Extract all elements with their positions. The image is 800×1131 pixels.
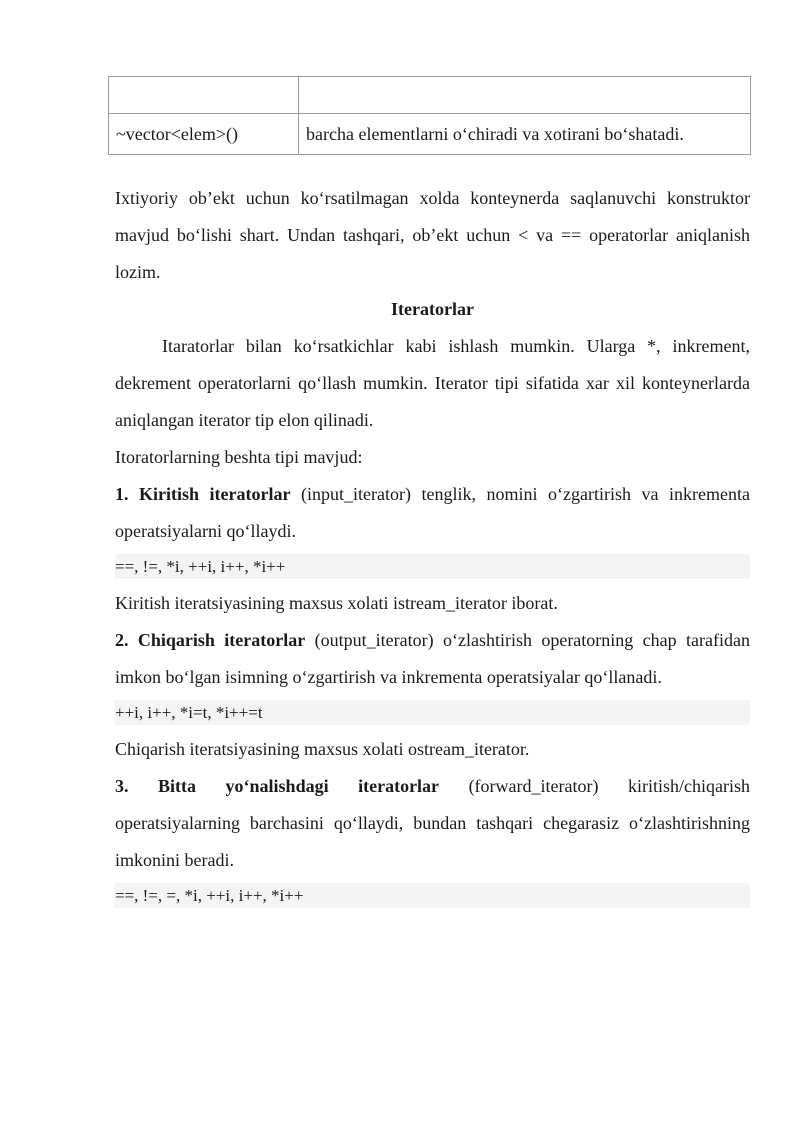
list-item	[115, 476, 750, 550]
table-row	[109, 77, 751, 114]
code-line: ++i, i++, *i=t, *i++=t	[115, 700, 750, 725]
intro-paragraph: Ixtiyoriy ob’ekt uchun ko‘rsatilmagan xolda konteynerda saqlanuvchi konstruktor mavjud bo‘lishi shart. Undan tashqari, ob’ekt uchun < va == operatorlar aniqlanish lozim.	[115, 188, 750, 282]
code-line: ==, !=, *i, ++i, i++, *i++	[115, 554, 750, 579]
list-item-number: 1.	[115, 484, 129, 504]
list-item-number: 3.	[115, 776, 129, 796]
table-cell	[299, 77, 751, 114]
section-heading: Iteratorlar	[391, 299, 474, 319]
list-item-note: Kiritish iteratsiyasining maxsus xolati istream_iterator iborat.	[115, 593, 558, 613]
list-item-text: (forward_iterator) kiritish/chiqarish operatsiyalarning barchasini qo‘llaydi, bundan tashqari chegarasiz o‘zlashtirishning imkonini beradi.	[115, 776, 750, 870]
list-item-title: Bitta yo‘nalishdagi iteratorlar	[158, 776, 440, 796]
table-cell	[109, 77, 299, 114]
list-item-text: (input_iterator) tenglik, nomini o‘zgartirish va inkrementa operatsiyalarni qo‘llaydi.	[115, 484, 751, 541]
table-row	[109, 114, 751, 155]
paragraph: Itoratorlarning beshta tipi mavjud:	[115, 447, 363, 467]
list-item-number: 2.	[115, 630, 129, 650]
list-item-text: (output_iterator) o‘zlashtirish operatorning chap tarafidan imkon bo‘lgan isimning o‘zgartirish va inkrementa operatsiyalar qo‘llanadi.	[115, 630, 750, 687]
table-cell-description: barcha elementlarni o‘chiradi va xotirani bo‘shatadi.	[299, 114, 751, 155]
paragraph: Itaratorlar bilan ko‘rsatkichlar kabi ishlash mumkin. Ularga *, inkrement, dekrement operatorlarni qo‘llash mumkin. Iterator tipi sifatida xar xil konteynerlarda aniqlangan iterator tip elon qilinadi.	[115, 336, 750, 430]
table-cell-signature: ~vector<elem>()	[109, 114, 299, 155]
list-item	[115, 768, 750, 879]
list-item	[115, 622, 750, 696]
list-item-title: Chiqarish iteratorlar	[137, 630, 306, 650]
definition-table	[108, 76, 751, 155]
list-item-title: Kiritish iteratorlar	[139, 484, 291, 504]
list-item-note: Chiqarish iteratsiyasining maxsus xolati ostream_iterator.	[115, 739, 530, 759]
code-line: ==, !=, =, *i, ++i, i++, *i++	[115, 883, 750, 908]
document-page	[115, 76, 750, 914]
